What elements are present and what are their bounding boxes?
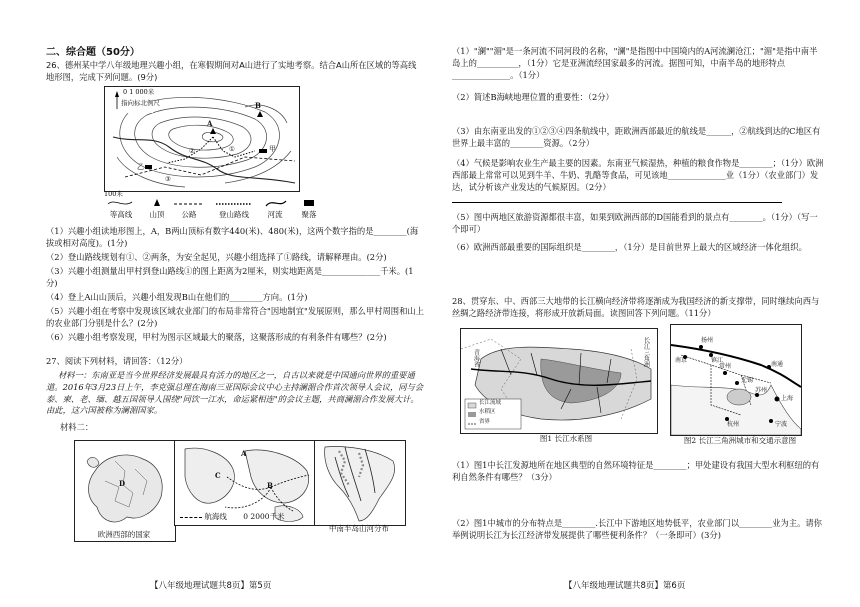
- legend-contour: 等高线: [109, 210, 133, 219]
- q27-sub6: （6）欧洲西部最重要的国际组织是________，（1分）是目前世界上最大的区域经济一体化组织。: [452, 242, 807, 252]
- map-contour-100: 100米: [104, 190, 123, 198]
- yangtze-map-graphic: [461, 329, 657, 433]
- q27-sub3: （3）由东南亚出发的①②③④四条航线中，距欧洲西部最近的航线是______，②航线到达的C地区有世界上最丰富的________资源。（2分）: [452, 126, 821, 148]
- city-ningbo: 宁波: [775, 421, 788, 428]
- q27-sub1: （1）"澜""湄"是一条河流不同河段的名称，"澜"是指图中中国境内的A河流澜沧江；"湄"是指中南半岛上的__________，（1分）它是亚洲流经国家最多的河流。据图可知，中南半岛的地形特点______________。（1分）: [452, 46, 818, 80]
- legend-river: 河流: [267, 210, 283, 219]
- fig1-legend-rice: 水稻区: [479, 409, 496, 415]
- q27-material2-label: 材料二：: [60, 422, 94, 432]
- legend-peak: 山顶: [149, 210, 165, 219]
- europe-map: [74, 440, 176, 542]
- fig1-label-delta: 长江三角洲: [642, 337, 650, 367]
- map-label-route1: ①: [229, 145, 235, 153]
- contour-map: [104, 86, 300, 192]
- section-title: 二、综合题（50分）: [46, 47, 140, 58]
- legend-settlement: 聚落: [301, 210, 317, 219]
- q27-sub5: （5）图中两地区旅游资源都很丰富，如果到欧洲西部的D国能看到的景点有________。（1分）（写一个即可）: [452, 212, 818, 234]
- q27-stem: 27、阅读下列材料，请回答：（12分）: [46, 356, 188, 366]
- legend-trail: 登山路线: [219, 210, 249, 219]
- footer-left: 【八年级地理试题共8页】第5页: [150, 581, 272, 591]
- q27-sub2: （2）简述B海峡地理位置的重要性：（2分）: [452, 92, 614, 102]
- fig1-legend-border: 省界: [479, 419, 491, 425]
- map-label-yi: 乙: [137, 163, 144, 171]
- q28-sub1: （1）图1中长江发源地所在地区典型的自然环境特征是________；甲处建设有我国大型水利枢纽的有利自然条件有哪些？（3分）: [452, 460, 820, 482]
- route-mark-b: B: [267, 481, 273, 490]
- city-nanjing: 南京: [675, 357, 688, 364]
- city-yangzhou: 扬州: [701, 337, 714, 344]
- indochina-map-graphic: [315, 441, 405, 525]
- route-legend-label: 航海线: [204, 512, 227, 521]
- q26-sub4: （4）登上A山山顶后，兴趣小组发现B山在他们的________方向。(1分): [46, 292, 308, 302]
- city-nantong: 南通: [771, 361, 784, 368]
- route-legend: [180, 512, 310, 523]
- yangtze-map: [460, 328, 658, 434]
- footer-right: 【八年级地理试题共8页】第6页: [564, 581, 686, 591]
- map-label-route2: ②: [189, 147, 195, 155]
- map-label-jia: 甲: [269, 145, 276, 153]
- city-shanghai: 上海: [781, 395, 794, 402]
- city-hangzhou: 杭州: [727, 421, 740, 428]
- q26-sub1: （1）兴趣小组读地形图上，A，B两山顶标有数字440(米)、480(米)，这两个数字指的是________(海拔或相对高度)。(1分): [46, 226, 419, 248]
- city-changzhou: 常州: [719, 363, 732, 370]
- q28-sub2: （2）图1中城市的分布特点是________.长江中下游地区地势低平，农业部门以________业为主。请你举例说明长江为长江经济带发展提供了哪些便利条件？（一条即可）(3分): [452, 518, 822, 540]
- route-mark-c: C: [215, 471, 221, 480]
- indochina-map: [314, 440, 406, 526]
- q28-stem: 28、贯穿东、中、西部三大地带的长江横向经济带将逐渐成为我国经济的新支撑带，同时继续向西与丝绸之路经济带连接，将形成开放新局面。读图回答下列问题。（11分）: [452, 296, 820, 318]
- map-label-a: A: [207, 119, 213, 128]
- delta-map-graphic: [671, 325, 801, 435]
- route-mark-a: A: [241, 449, 247, 458]
- fig1-label-qinghai: 青海省: [472, 349, 480, 367]
- map-scale-label: 0 1 000米: [123, 88, 155, 96]
- q26-sub5: （5）兴趣小组在考察中发现该区域农业部门的布局非常符合"因地制宜"发展原则，那么甲村周围和山上的农业部门分别是什么？(2分): [46, 306, 424, 328]
- europe-map-caption: 欧洲西部的国家: [97, 530, 151, 539]
- city-wuxi: 无锡: [741, 377, 754, 384]
- city-zhenjiang: 镇江: [711, 357, 724, 364]
- map-label-3: ③: [165, 175, 171, 183]
- q26-sub2: （2）登山路线规划有①、②两条，为安全起见，兴趣小组选择了①路线，请解释理由。(2分): [46, 252, 387, 262]
- answer-line: [452, 202, 782, 203]
- fig1-caption: 图1 长江水系图: [539, 434, 593, 443]
- route-scale: 0 2000千米: [243, 512, 285, 521]
- map-label-b: B: [255, 101, 261, 110]
- fig1-legend-basin: 长江流域: [479, 400, 502, 406]
- map-north-label: 指向标北例尺: [121, 99, 160, 107]
- map-legend: [104, 196, 364, 222]
- delta-map: [670, 324, 802, 436]
- q26-sub3: （3）兴趣小组测量出甲村到登山路线①的图上距离为2厘米，则实地距离是______________千米。(1分): [46, 266, 414, 288]
- legend-road: 公路: [181, 210, 197, 219]
- fig2-caption: 图2 长江三角洲城市和交通示意图: [683, 436, 797, 445]
- indochina-map-caption: 中南半岛山河分布: [329, 524, 389, 533]
- q26-sub6: （6）兴趣小组考察发现，甲村为图示区域最大的聚落，这聚落形成的有利条件有哪些？(2分): [46, 332, 387, 342]
- europe-mark-d: D: [119, 479, 126, 488]
- q27-sub4: （4）气候是影响农业生产最主要的因素。东南亚气候湿热，种植的粮食作物是________；（1分）欧洲西部最上常常可以见到牛羊、牛奶、乳酪等食品，可见该地______________业（1分）（农业部门）发达，试分析该产业发达的气候原因。（2分）: [452, 158, 824, 192]
- question-26-stem: 26、德州某中学八年级地理兴趣小组，在寒假期间对A山进行了实地考察。结合A山所在区域的等高线地形图，完成下列问题。(9分): [46, 60, 417, 82]
- q27-material1: 材料一：东南亚是当今世界经济发展最具有活力的地区之一，自古以来就是中国通向世界的重要通道。2016年3月23日上午，李克强总理在海南三亚国际会议中心主持澜湄合作首次领导人会议，同与会泰、柬、老、缅、越五国领导人围绕"同饮一江水，命运紧相连"的会议主题，共商澜湄合作发展大计。由此，这六国被称为澜湄国家。: [46, 370, 424, 416]
- city-suzhou: 苏州: [755, 387, 768, 394]
- europe-map-graphic: [75, 441, 175, 541]
